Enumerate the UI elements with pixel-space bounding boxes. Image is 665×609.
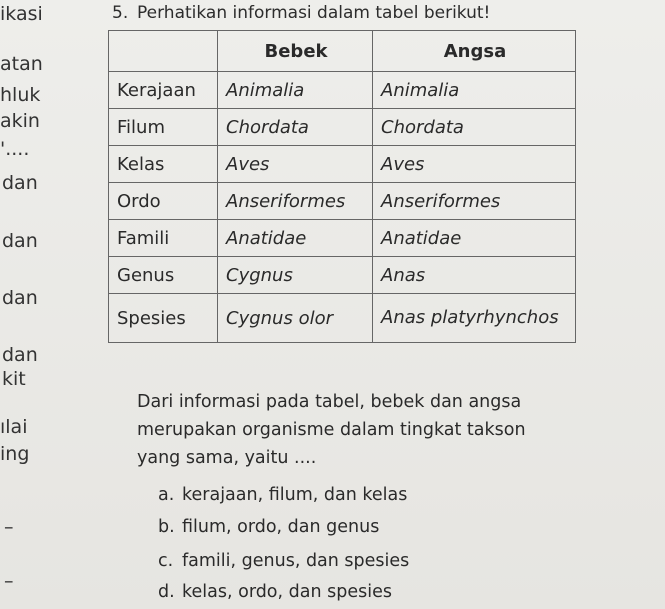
bebek-cell: Animalia [218, 72, 373, 109]
answer-option-d[interactable] [158, 582, 392, 602]
table-row [109, 72, 576, 109]
question-intro: Perhatikan informasi dalam tabel berikut! [137, 3, 491, 23]
table-row [109, 220, 576, 257]
angsa-cell: Anas platyrhynchos [373, 294, 576, 343]
question-number: 5. [112, 3, 129, 23]
left-fragment: akin [0, 110, 40, 132]
table-row [109, 109, 576, 146]
prompt-line: merupakan organisme dalam tingkat takson [137, 420, 526, 440]
option-letter: b. [158, 517, 175, 537]
rank-cell: Filum [109, 109, 218, 146]
bebek-cell: Anseriformes [218, 183, 373, 220]
bebek-cell: Cygnus [218, 257, 373, 294]
header-cell-empty [109, 31, 218, 72]
angsa-cell: Animalia [373, 72, 576, 109]
left-fragment: dan [2, 344, 38, 366]
table-row [109, 257, 576, 294]
left-fragment: dan [2, 172, 38, 194]
taxonomy-table [108, 30, 576, 343]
header-cell-angsa: Angsa [373, 31, 576, 72]
header-cell-bebek: Bebek [218, 31, 373, 72]
previous-column-fragments [0, 0, 120, 609]
bebek-cell: Aves [218, 146, 373, 183]
left-fragment: kit [2, 368, 26, 390]
option-text: filum, ordo, dan genus [182, 517, 380, 537]
rank-cell: Spesies [109, 294, 218, 343]
left-fragment: hluk [0, 84, 41, 106]
left-fragment: dan [2, 287, 38, 309]
left-fragment: atan [0, 53, 43, 75]
answer-option-b[interactable] [158, 517, 379, 537]
left-fragment: – [4, 570, 14, 592]
angsa-cell: Anas [373, 257, 576, 294]
left-fragment: ikasi [0, 3, 43, 25]
option-letter: c. [158, 551, 174, 571]
bebek-cell: Chordata [218, 109, 373, 146]
table-row [109, 146, 576, 183]
rank-cell: Genus [109, 257, 218, 294]
rank-cell: Ordo [109, 183, 218, 220]
prompt-line: Dari informasi pada tabel, bebek dan angsa [137, 392, 522, 412]
table-row [109, 294, 576, 343]
option-text: kerajaan, filum, dan kelas [182, 485, 408, 505]
prompt-line: yang sama, yaitu .... [137, 448, 317, 468]
rank-cell: Famili [109, 220, 218, 257]
angsa-cell: Anseriformes [373, 183, 576, 220]
answer-option-c[interactable] [158, 551, 409, 571]
rank-cell: Kerajaan [109, 72, 218, 109]
option-text: famili, genus, dan spesies [182, 551, 410, 571]
angsa-cell: Aves [373, 146, 576, 183]
bebek-cell: Anatidae [218, 220, 373, 257]
answer-option-a[interactable] [158, 485, 407, 505]
angsa-cell: Anatidae [373, 220, 576, 257]
left-fragment: ing [0, 443, 30, 465]
left-fragment: ılai [0, 416, 28, 438]
rank-cell: Kelas [109, 146, 218, 183]
option-text: kelas, ordo, dan spesies [182, 582, 392, 602]
left-fragment: dan [2, 230, 38, 252]
option-letter: d. [158, 582, 175, 602]
table-row [109, 183, 576, 220]
left-fragment: '.... [0, 138, 30, 160]
bebek-cell: Cygnus olor [218, 294, 373, 343]
left-fragment: – [4, 516, 14, 538]
table-header-row [109, 31, 576, 72]
option-letter: a. [158, 485, 175, 505]
angsa-cell: Chordata [373, 109, 576, 146]
